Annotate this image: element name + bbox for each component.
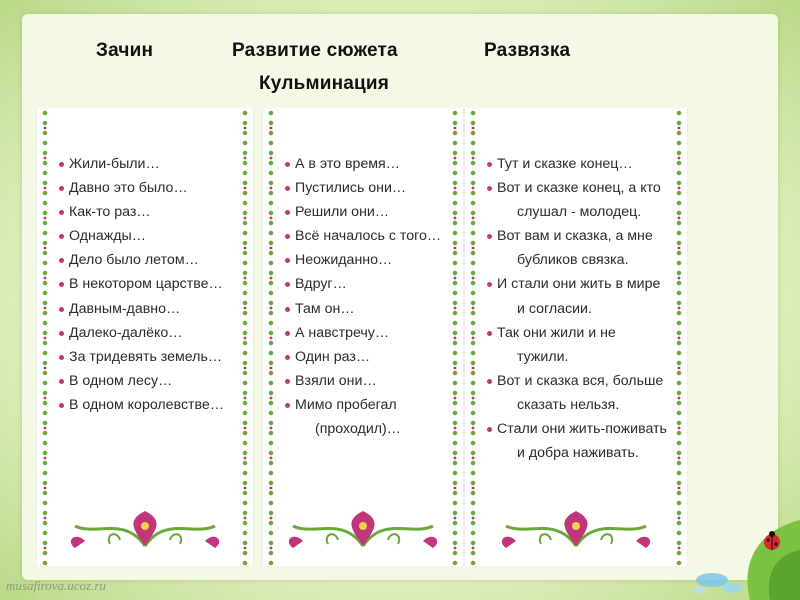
list-item: Всё началось с того…	[285, 224, 449, 248]
list-item: сказать нельзя.	[517, 396, 620, 413]
list-item: бубликов связка.	[517, 252, 629, 269]
list-item: Тут и сказке конец…	[487, 152, 673, 176]
list-item: Так они жили и не	[487, 321, 673, 345]
heading-razvyazka: Развязка	[484, 40, 571, 61]
floral-ornament	[55, 496, 235, 556]
list-item: Далеко-далёко…	[59, 321, 239, 345]
list-item: И стали они жить в мире	[487, 272, 673, 296]
list-item: Неожиданно…	[285, 248, 449, 272]
list-item: и добра наживать.	[517, 445, 639, 462]
list-item: Вдруг…	[285, 272, 449, 296]
list-item: Давным-давно…	[59, 297, 239, 321]
list-item: Решили они…	[285, 200, 449, 224]
list-item: Вот вам и сказка, а мне	[487, 224, 673, 248]
list-item: Давно это было…	[59, 176, 239, 200]
list-item: Дело было летом…	[59, 248, 239, 272]
floral-ornament	[486, 496, 666, 556]
vine-border	[241, 108, 249, 566]
heading-zachin: Зачин	[96, 40, 154, 61]
list-item: Мимо пробегал	[285, 393, 449, 417]
list-razvyazka	[487, 152, 673, 465]
card-zachin	[36, 108, 254, 566]
card-razvitie	[262, 108, 464, 566]
list-item: тужили.	[517, 348, 569, 365]
list-item: Пустились они…	[285, 176, 449, 200]
list-item: Жили-были…	[59, 152, 239, 176]
list-item: Там он…	[285, 297, 449, 321]
list-item: слушал - молодец.	[517, 204, 642, 221]
list-item: Один раз…	[285, 345, 449, 369]
list-item: Вот и сказке конец, а кто	[487, 176, 673, 200]
list-item: В некотором царстве…	[59, 272, 239, 296]
list-item: За тридевять земель…	[59, 345, 239, 369]
vine-border	[41, 108, 49, 566]
list-item: Стали они жить-поживать	[487, 417, 673, 441]
list-item: В одном королевстве…	[59, 393, 239, 417]
ladybug-leaf-decoration	[680, 480, 800, 600]
vine-border	[469, 108, 477, 566]
list-item: Как-то раз…	[59, 200, 239, 224]
list-item: Взяли они…	[285, 369, 449, 393]
card-razvyazka	[464, 108, 688, 566]
floral-ornament	[273, 496, 453, 556]
list-item: (проходил)…	[315, 421, 401, 438]
list-item: Вот и сказка вся, больше	[487, 369, 673, 393]
heading-razvitie-syuzheta: Развитие сюжета	[232, 40, 398, 61]
list-item: А навстречу…	[285, 321, 449, 345]
list-zachin	[59, 152, 239, 417]
list-item: и согласии.	[517, 300, 592, 317]
list-item: Однажды…	[59, 224, 239, 248]
list-item: А в это время…	[285, 152, 449, 176]
heading-kulminatsiya: Кульминация	[259, 73, 390, 94]
watermark: musafirova.ucoz.ru	[6, 578, 106, 593]
list-razvitie	[285, 152, 449, 441]
list-item: В одном лесу…	[59, 369, 239, 393]
